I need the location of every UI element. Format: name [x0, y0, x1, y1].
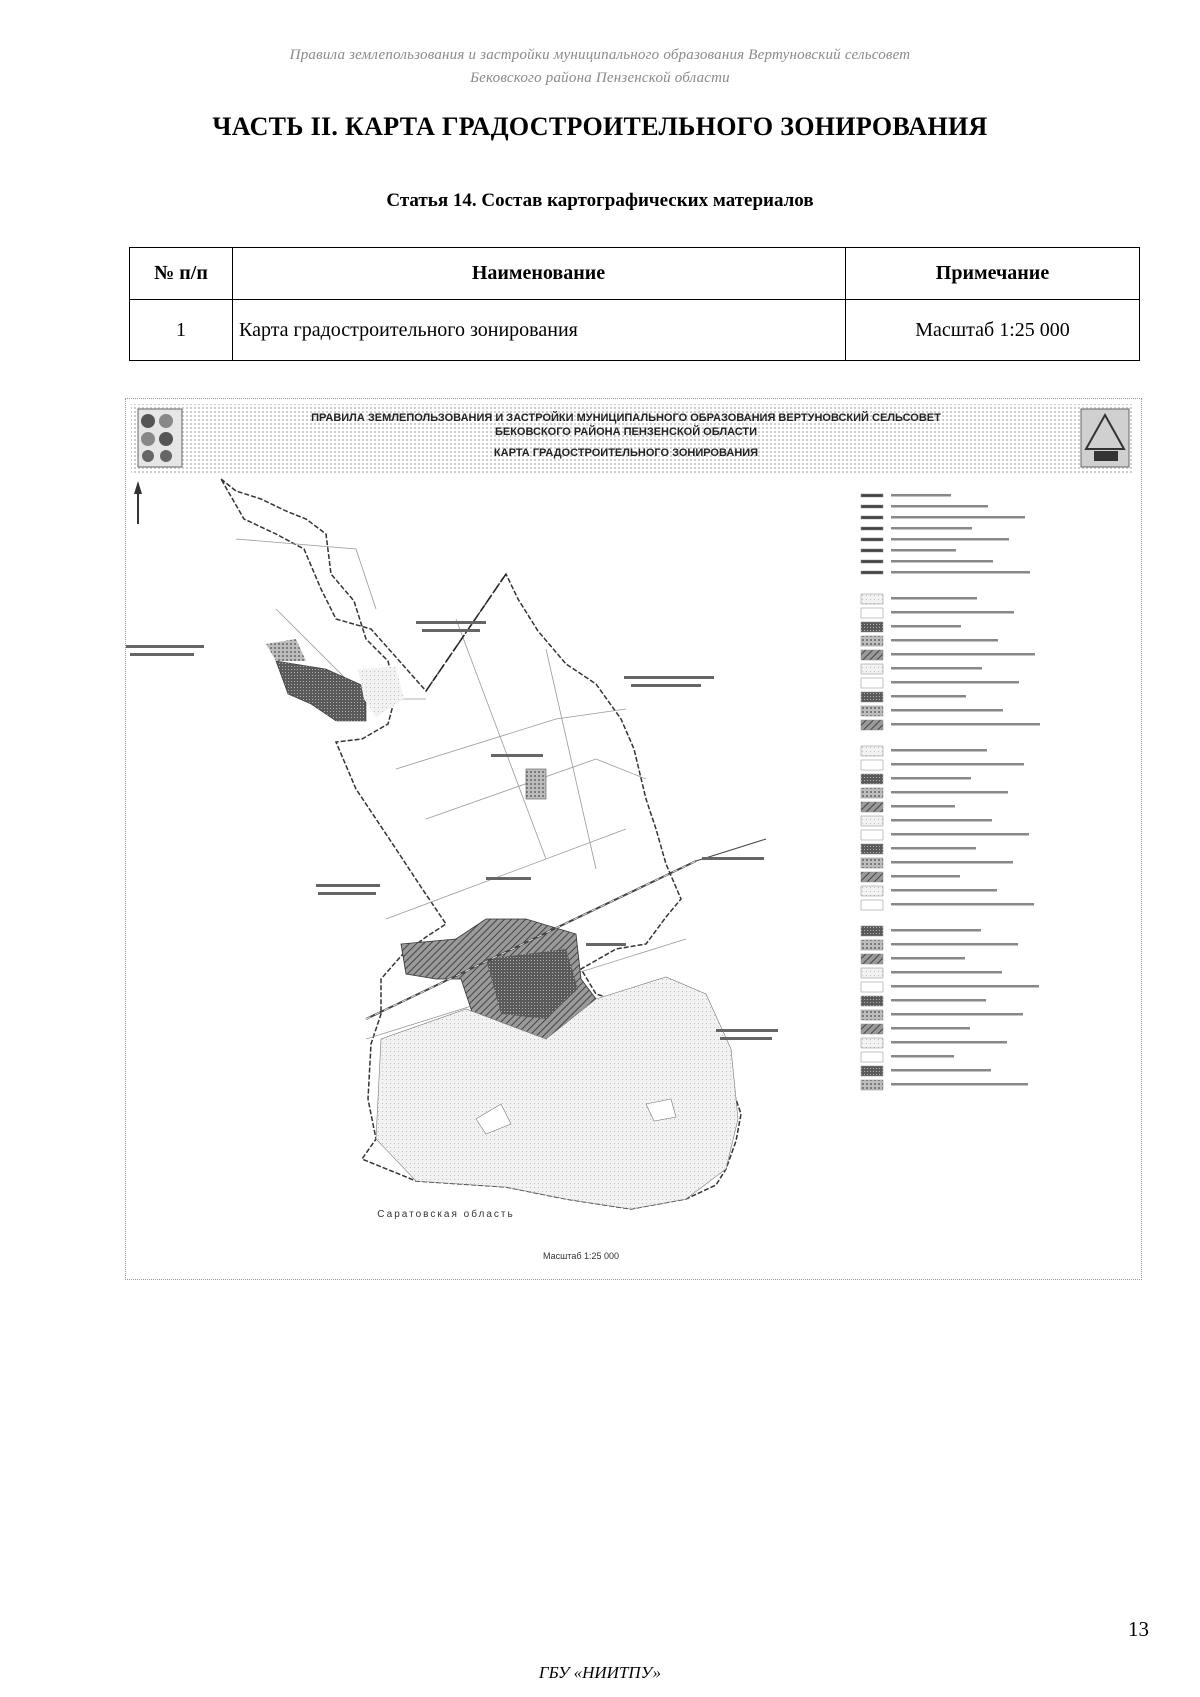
running-header-line-2: Бековского района Пензенской области: [470, 70, 730, 86]
part-title: ЧАСТЬ II. КАРТА ГРАДОСТРОИТЕЛЬНОГО ЗОНИРОВАНИЯ: [212, 112, 988, 141]
legend-swatch: [861, 538, 883, 541]
legend-label: [891, 560, 993, 563]
legend-swatch: [861, 1024, 883, 1034]
legend-swatch: [861, 926, 883, 936]
legend-label: [891, 494, 951, 497]
map-title-line-3: КАРТА ГРАДОСТРОИТЕЛЬНОГО ЗОНИРОВАНИЯ: [493, 447, 759, 459]
legend-label: [891, 1013, 1023, 1016]
legend-label: [891, 505, 988, 508]
residential-zone-center: [526, 769, 546, 799]
legend-label: [891, 597, 977, 600]
article-title: Статья 14. Состав картографических материалов: [386, 190, 814, 211]
row-note-cell: Масштаб 1:25 000: [846, 300, 1140, 361]
map-legend: [861, 494, 1040, 1090]
legend-label: [891, 695, 966, 698]
legend-label: [891, 1083, 1028, 1086]
legend-label: [891, 847, 976, 850]
legend-swatch: [861, 968, 883, 978]
legend-label: [891, 527, 972, 530]
legend-label: [891, 1027, 970, 1030]
row-number-cell: 1: [130, 300, 233, 361]
legend-swatch: [861, 954, 883, 964]
legend-swatch: [861, 940, 883, 950]
legend-swatch: [861, 594, 883, 604]
legend-label: [891, 999, 986, 1002]
legend-label: [891, 929, 981, 932]
legend-label: [891, 957, 965, 960]
materials-table: [129, 247, 1140, 361]
page-number: 13: [1128, 1617, 1149, 1641]
legend-swatch: [861, 678, 883, 688]
legend-label: [891, 861, 1013, 864]
legend-label: [891, 985, 1039, 988]
legend-swatch: [861, 527, 883, 530]
row-name-cell: Карта градостроительного зонирования: [233, 300, 846, 361]
legend-label: [891, 875, 960, 878]
region-label: Саратовская область: [377, 1209, 515, 1220]
legend-label: [891, 549, 956, 552]
legend-label: [891, 819, 992, 822]
legend-swatch: [861, 858, 883, 868]
legend-swatch: [861, 622, 883, 632]
legend-label: [891, 625, 961, 628]
legend-swatch: [861, 816, 883, 826]
legend-swatch: [861, 844, 883, 854]
legend-swatch: [861, 982, 883, 992]
legend-swatch: [861, 746, 883, 756]
table-row: [130, 300, 1140, 361]
legend-swatch: [861, 720, 883, 730]
legend-swatch: [861, 664, 883, 674]
legend-swatch: [861, 636, 883, 646]
legend-label: [891, 639, 998, 642]
map-title-line-2: БЕКОВСКОГО РАЙОНА ПЕНЗЕНСКОЙ ОБЛАСТИ: [494, 426, 758, 438]
legend-label: [891, 667, 982, 670]
legend-swatch: [861, 760, 883, 770]
table-header-row: [130, 248, 1140, 300]
legend-label: [891, 943, 1018, 946]
legend-label: [891, 1055, 954, 1058]
legend-swatch: [861, 560, 883, 563]
column-header-name: Наименование: [233, 248, 846, 300]
column-header-number: № п/п: [130, 248, 233, 300]
legend-swatch: [861, 1052, 883, 1062]
legend-label: [891, 749, 987, 752]
legend-swatch: [861, 830, 883, 840]
legend-swatch: [861, 505, 883, 508]
legend-label: [891, 833, 1029, 836]
legend-label: [891, 791, 1008, 794]
legend-label: [891, 723, 1040, 726]
footer: ГБУ «НИИТПУ»: [538, 1663, 662, 1682]
legend-label: [891, 971, 1002, 974]
residential-zone-north: [276, 661, 366, 721]
legend-swatch: [861, 802, 883, 812]
legend-label: [891, 681, 1019, 684]
zoning-map-figure: [125, 398, 1142, 1280]
legend-label: [891, 777, 971, 780]
legend-swatch: [861, 1038, 883, 1048]
zone-patch: [266, 639, 306, 661]
legend-label: [891, 653, 1035, 656]
legend-label: [891, 571, 1030, 574]
legend-swatch: [861, 774, 883, 784]
left-emblem-icon: [138, 409, 182, 467]
legend-swatch: [861, 1080, 883, 1090]
legend-swatch: [861, 608, 883, 618]
legend-label: [891, 1041, 1007, 1044]
running-header-line-1: Правила землепользования и застройки муниципального образования Вертуновский сельсовет: [289, 47, 911, 63]
scale-label: Масштаб 1:25 000: [542, 1251, 620, 1261]
column-header-note: Примечание: [846, 248, 1140, 300]
legend-swatch: [861, 872, 883, 882]
legend-swatch: [861, 1066, 883, 1076]
legend-swatch: [861, 996, 883, 1006]
legend-label: [891, 611, 1014, 614]
legend-swatch: [861, 706, 883, 716]
legend-label: [891, 763, 1024, 766]
legend-label: [891, 805, 955, 808]
legend-swatch: [861, 650, 883, 660]
legend-label: [891, 1069, 991, 1072]
legend-label: [891, 516, 1025, 519]
legend-label: [891, 903, 1034, 906]
legend-label: [891, 709, 1003, 712]
legend-swatch: [861, 1010, 883, 1020]
north-arrow-icon: [134, 481, 142, 524]
legend-swatch: [861, 494, 883, 497]
legend-swatch: [861, 692, 883, 702]
legend-swatch: [861, 788, 883, 798]
right-emblem-icon: [1081, 409, 1129, 467]
legend-swatch: [861, 571, 883, 574]
legend-swatch: [861, 900, 883, 910]
legend-label: [891, 538, 1009, 541]
map-title-line-1: ПРАВИЛА ЗЕМЛЕПОЛЬЗОВАНИЯ И ЗАСТРОЙКИ МУНИЦИПАЛЬНОГО ОБРАЗОВАНИЯ ВЕРТУНОВСКИЙ СЕЛЬСОВЕТ: [311, 412, 941, 424]
legend-swatch: [861, 549, 883, 552]
legend-swatch: [861, 886, 883, 896]
legend-label: [891, 889, 997, 892]
legend-swatch: [861, 516, 883, 519]
